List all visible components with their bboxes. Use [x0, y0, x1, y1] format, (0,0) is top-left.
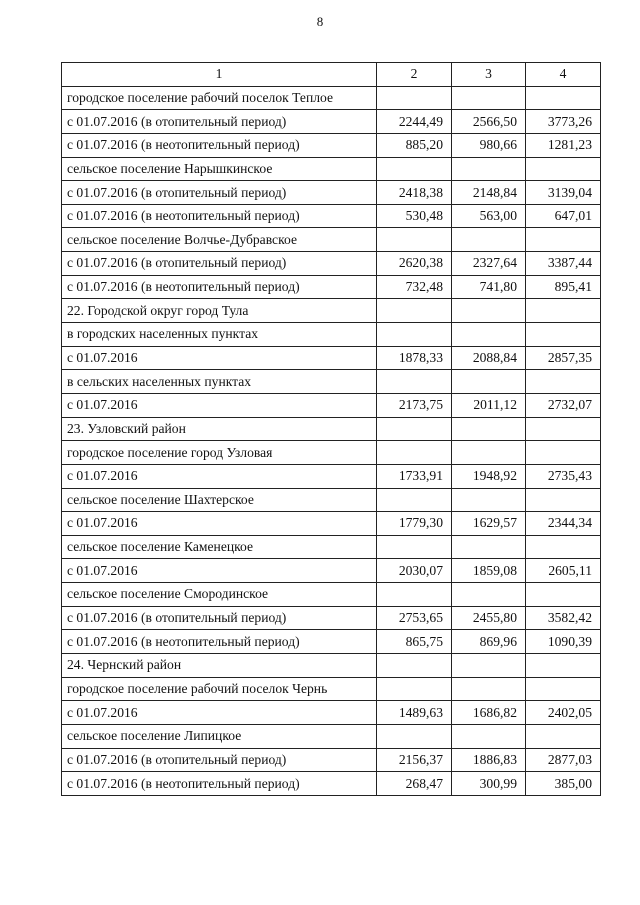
- value-cell-col-3: [452, 724, 526, 748]
- value-cell-col-4: [526, 441, 601, 465]
- value-cell-col-4: [526, 157, 601, 181]
- row-label: с 01.07.2016 (в отопительный период): [62, 181, 377, 205]
- value-cell-col-3: 2327,64: [452, 252, 526, 276]
- tariff-table: [61, 62, 601, 796]
- value-cell-col-3: [452, 441, 526, 465]
- tariff-table-body: [62, 63, 601, 796]
- row-label: с 01.07.2016 (в неотопительный период): [62, 630, 377, 654]
- value-cell-col-3: [452, 535, 526, 559]
- table-row: [62, 654, 601, 678]
- row-label: в сельских населенных пунктах: [62, 370, 377, 394]
- value-cell-col-2: 2173,75: [377, 393, 452, 417]
- value-cell-col-2: [377, 441, 452, 465]
- value-cell-col-2: [377, 417, 452, 441]
- table-row: [62, 464, 601, 488]
- row-label: с 01.07.2016 (в неотопительный период): [62, 275, 377, 299]
- table-row: [62, 299, 601, 323]
- row-label: 22. Городской округ город Тула: [62, 299, 377, 323]
- table-row: [62, 346, 601, 370]
- row-label: с 01.07.2016: [62, 559, 377, 583]
- value-cell-col-3: [452, 86, 526, 110]
- table-row: [62, 724, 601, 748]
- value-cell-col-4: [526, 488, 601, 512]
- value-cell-col-3: 1686,82: [452, 701, 526, 725]
- value-cell-col-3: [452, 654, 526, 678]
- value-cell-col-4: [526, 228, 601, 252]
- table-row: [62, 252, 601, 276]
- row-label: с 01.07.2016: [62, 346, 377, 370]
- table-row: [62, 559, 601, 583]
- value-cell-col-2: 2418,38: [377, 181, 452, 205]
- value-cell-col-4: 385,00: [526, 772, 601, 796]
- value-cell-col-3: [452, 488, 526, 512]
- value-cell-col-2: 1878,33: [377, 346, 452, 370]
- value-cell-col-2: 2156,37: [377, 748, 452, 772]
- table-row: [62, 677, 601, 701]
- value-cell-col-3: [452, 417, 526, 441]
- value-cell-col-2: [377, 157, 452, 181]
- value-cell-col-3: 300,99: [452, 772, 526, 796]
- value-cell-col-4: 2732,07: [526, 393, 601, 417]
- value-cell-col-3: 2455,80: [452, 606, 526, 630]
- row-label: городское поселение рабочий поселок Теплое: [62, 86, 377, 110]
- row-label: сельское поселение Смородинское: [62, 583, 377, 607]
- table-row: [62, 488, 601, 512]
- value-cell-col-3: 2148,84: [452, 181, 526, 205]
- value-cell-col-3: 2088,84: [452, 346, 526, 370]
- value-cell-col-4: 2605,11: [526, 559, 601, 583]
- table-row: [62, 370, 601, 394]
- table-row: [62, 204, 601, 228]
- table-row: [62, 630, 601, 654]
- value-cell-col-3: [452, 299, 526, 323]
- table-row: [62, 606, 601, 630]
- value-cell-col-4: 3387,44: [526, 252, 601, 276]
- table-row: [62, 772, 601, 796]
- table-row: [62, 701, 601, 725]
- value-cell-col-4: 3139,04: [526, 181, 601, 205]
- value-cell-col-4: [526, 724, 601, 748]
- row-label: городское поселение город Узловая: [62, 441, 377, 465]
- table-row: [62, 535, 601, 559]
- row-label: 24. Чернский район: [62, 654, 377, 678]
- table-row: [62, 181, 601, 205]
- value-cell-col-2: 865,75: [377, 630, 452, 654]
- row-label: сельское поселение Каменецкое: [62, 535, 377, 559]
- value-cell-col-2: [377, 724, 452, 748]
- value-cell-col-2: 268,47: [377, 772, 452, 796]
- value-cell-col-3: [452, 228, 526, 252]
- value-cell-col-4: 1090,39: [526, 630, 601, 654]
- value-cell-col-4: 895,41: [526, 275, 601, 299]
- row-label: сельское поселение Липицкое: [62, 724, 377, 748]
- value-cell-col-3: 1886,83: [452, 748, 526, 772]
- table-row: [62, 583, 601, 607]
- value-cell-col-4: 647,01: [526, 204, 601, 228]
- table-row: [62, 275, 601, 299]
- value-cell-col-2: 2753,65: [377, 606, 452, 630]
- column-header-4: 4: [526, 63, 601, 87]
- value-cell-col-2: 2030,07: [377, 559, 452, 583]
- value-cell-col-4: [526, 677, 601, 701]
- value-cell-col-4: 2857,35: [526, 346, 601, 370]
- row-label: с 01.07.2016 (в отопительный период): [62, 748, 377, 772]
- table-row: [62, 441, 601, 465]
- value-cell-col-2: [377, 654, 452, 678]
- value-cell-col-3: 2011,12: [452, 393, 526, 417]
- value-cell-col-2: 1779,30: [377, 512, 452, 536]
- value-cell-col-3: [452, 157, 526, 181]
- value-cell-col-2: 1733,91: [377, 464, 452, 488]
- value-cell-col-4: [526, 86, 601, 110]
- value-cell-col-4: [526, 323, 601, 347]
- value-cell-col-3: [452, 677, 526, 701]
- value-cell-col-2: [377, 535, 452, 559]
- value-cell-col-4: 3582,42: [526, 606, 601, 630]
- value-cell-col-4: [526, 370, 601, 394]
- value-cell-col-3: [452, 370, 526, 394]
- row-label: 23. Узловский район: [62, 417, 377, 441]
- value-cell-col-2: [377, 370, 452, 394]
- column-header-2: 2: [377, 63, 452, 87]
- table-row: [62, 748, 601, 772]
- page-number: 8: [316, 14, 324, 29]
- value-cell-col-3: 869,96: [452, 630, 526, 654]
- value-cell-col-2: [377, 488, 452, 512]
- value-cell-col-3: 741,80: [452, 275, 526, 299]
- value-cell-col-2: [377, 86, 452, 110]
- value-cell-col-2: [377, 677, 452, 701]
- table-row: [62, 323, 601, 347]
- value-cell-col-2: 885,20: [377, 133, 452, 157]
- row-label: с 01.07.2016 (в неотопительный период): [62, 772, 377, 796]
- value-cell-col-3: [452, 583, 526, 607]
- table-row: [62, 157, 601, 181]
- value-cell-col-3: 980,66: [452, 133, 526, 157]
- value-cell-col-3: 1629,57: [452, 512, 526, 536]
- column-header-1: 1: [62, 63, 377, 87]
- value-cell-col-2: [377, 228, 452, 252]
- value-cell-col-4: 2344,34: [526, 512, 601, 536]
- value-cell-col-4: 3773,26: [526, 110, 601, 134]
- row-label: сельское поселение Нарышкинское: [62, 157, 377, 181]
- table-row: [62, 417, 601, 441]
- value-cell-col-3: [452, 323, 526, 347]
- table-row: [62, 228, 601, 252]
- table-row: [62, 86, 601, 110]
- row-label: сельское поселение Шахтерское: [62, 488, 377, 512]
- value-cell-col-3: 1859,08: [452, 559, 526, 583]
- header-row: [62, 63, 601, 87]
- value-cell-col-4: 1281,23: [526, 133, 601, 157]
- value-cell-col-2: [377, 323, 452, 347]
- row-label: в городских населенных пунктах: [62, 323, 377, 347]
- row-label: с 01.07.2016: [62, 512, 377, 536]
- column-header-3: 3: [452, 63, 526, 87]
- value-cell-col-3: 563,00: [452, 204, 526, 228]
- table-row: [62, 110, 601, 134]
- row-label: с 01.07.2016: [62, 701, 377, 725]
- value-cell-col-4: 2735,43: [526, 464, 601, 488]
- value-cell-col-3: 2566,50: [452, 110, 526, 134]
- row-label: с 01.07.2016 (в неотопительный период): [62, 204, 377, 228]
- value-cell-col-4: 2402,05: [526, 701, 601, 725]
- value-cell-col-2: 1489,63: [377, 701, 452, 725]
- row-label: с 01.07.2016 (в отопительный период): [62, 252, 377, 276]
- value-cell-col-2: 2620,38: [377, 252, 452, 276]
- row-label: с 01.07.2016: [62, 464, 377, 488]
- row-label: с 01.07.2016 (в отопительный период): [62, 110, 377, 134]
- value-cell-col-2: [377, 583, 452, 607]
- value-cell-col-4: [526, 299, 601, 323]
- value-cell-col-3: 1948,92: [452, 464, 526, 488]
- value-cell-col-4: [526, 417, 601, 441]
- value-cell-col-4: [526, 583, 601, 607]
- table-row: [62, 393, 601, 417]
- row-label: с 01.07.2016 (в отопительный период): [62, 606, 377, 630]
- table-row: [62, 133, 601, 157]
- value-cell-col-4: [526, 654, 601, 678]
- value-cell-col-2: 2244,49: [377, 110, 452, 134]
- row-label: с 01.07.2016 (в неотопительный период): [62, 133, 377, 157]
- table-row: [62, 512, 601, 536]
- value-cell-col-2: 530,48: [377, 204, 452, 228]
- row-label: с 01.07.2016: [62, 393, 377, 417]
- value-cell-col-2: 732,48: [377, 275, 452, 299]
- value-cell-col-2: [377, 299, 452, 323]
- row-label: сельское поселение Волчье-Дубравское: [62, 228, 377, 252]
- row-label: городское поселение рабочий поселок Чернь: [62, 677, 377, 701]
- value-cell-col-4: [526, 535, 601, 559]
- value-cell-col-4: 2877,03: [526, 748, 601, 772]
